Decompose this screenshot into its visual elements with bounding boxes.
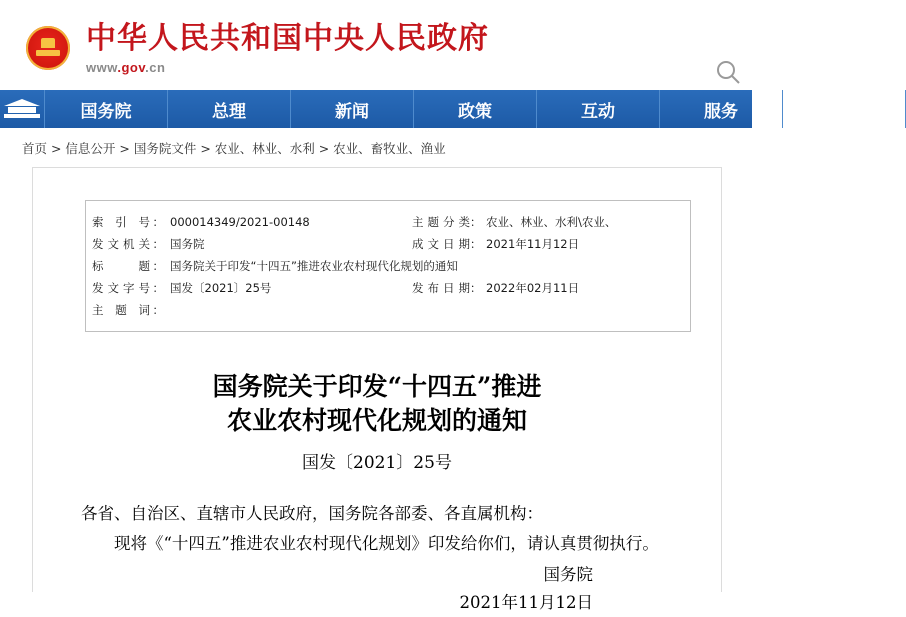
nav-item-6[interactable]: 数据 [783, 90, 906, 128]
doc-body [81, 499, 681, 617]
page-title [33, 370, 721, 438]
nav-item-4[interactable]: 互动 [537, 90, 660, 128]
table-row [90, 233, 686, 255]
table-row [90, 211, 686, 233]
site-title-en: www.gov.cn [86, 60, 166, 75]
meta-label2-1: 成文日期： [412, 237, 482, 251]
table-row [90, 299, 686, 321]
breadcrumb[interactable]: 首页 > 信息公开 > 国务院文件 > 农业、林业、水利 > 农业、畜牧业、渔业 [22, 141, 446, 156]
meta-value-1: 国务院 [170, 237, 205, 251]
nav-item-2[interactable]: 新闻 [291, 90, 414, 128]
nav-home-icon[interactable] [0, 90, 45, 128]
site-header [0, 0, 752, 90]
national-emblem-icon [26, 26, 70, 70]
meta-label-3: 发文字号： [92, 281, 164, 295]
document-meta-box [85, 200, 691, 332]
nav-item-3[interactable]: 政策 [414, 90, 537, 128]
doc-signature [81, 561, 681, 617]
meta-value-0: 000014349/2021-00148 [170, 215, 310, 229]
table-row [90, 255, 686, 277]
doc-recipient: 各省、自治区、直辖市人民政府，国务院各部委、各直属机构： [81, 504, 543, 523]
nav-item-5[interactable]: 服务 [660, 90, 783, 128]
document-meta-table [90, 211, 686, 321]
meta-label-1: 发文机关： [92, 237, 164, 251]
meta-label2-0: 主题分类： [412, 215, 482, 229]
meta-value-4 [168, 299, 686, 321]
meta-value2-0: 农业、林业、水利\农业、 [486, 215, 617, 229]
meta-label-0: 索引号： [92, 215, 164, 229]
nav-item-0[interactable]: 国务院 [45, 90, 168, 128]
meta-value-3: 国发〔2021〕25号 [170, 281, 272, 295]
doc-number: 国发〔2021〕25号 [302, 453, 452, 473]
meta-label-2: 标题： [92, 259, 164, 273]
site-title-cn: 中华人民共和国中央人民政府 [86, 21, 489, 56]
meta-value-2: 国务院关于印发“十四五”推进农业农村现代化规划的通知 [170, 259, 458, 273]
doc-title-line1: 国务院关于印发“十四五”推进 [212, 372, 542, 401]
nav-item-1[interactable]: 总理 [168, 90, 291, 128]
main-nav [0, 90, 861, 128]
meta-value2-3: 2022年02月11日 [486, 281, 580, 295]
doc-signer: 国务院 [543, 565, 593, 584]
doc-title-line2: 农业农村现代化规划的通知 [226, 406, 527, 435]
doc-sign-date: 2021年11月12日 [459, 593, 593, 612]
table-row [90, 277, 686, 299]
meta-value2-1: 2021年11月12日 [486, 237, 580, 251]
search-icon[interactable] [714, 58, 742, 86]
meta-label-4: 主题词： [92, 303, 164, 317]
doc-paragraph: 现将《“十四五”推进农业农村现代化规划》印发给你们，请认真贯彻执行。 [114, 534, 659, 553]
site-brand[interactable] [86, 22, 489, 75]
meta-label2-3: 发布日期： [412, 281, 482, 295]
document-content [32, 167, 722, 612]
